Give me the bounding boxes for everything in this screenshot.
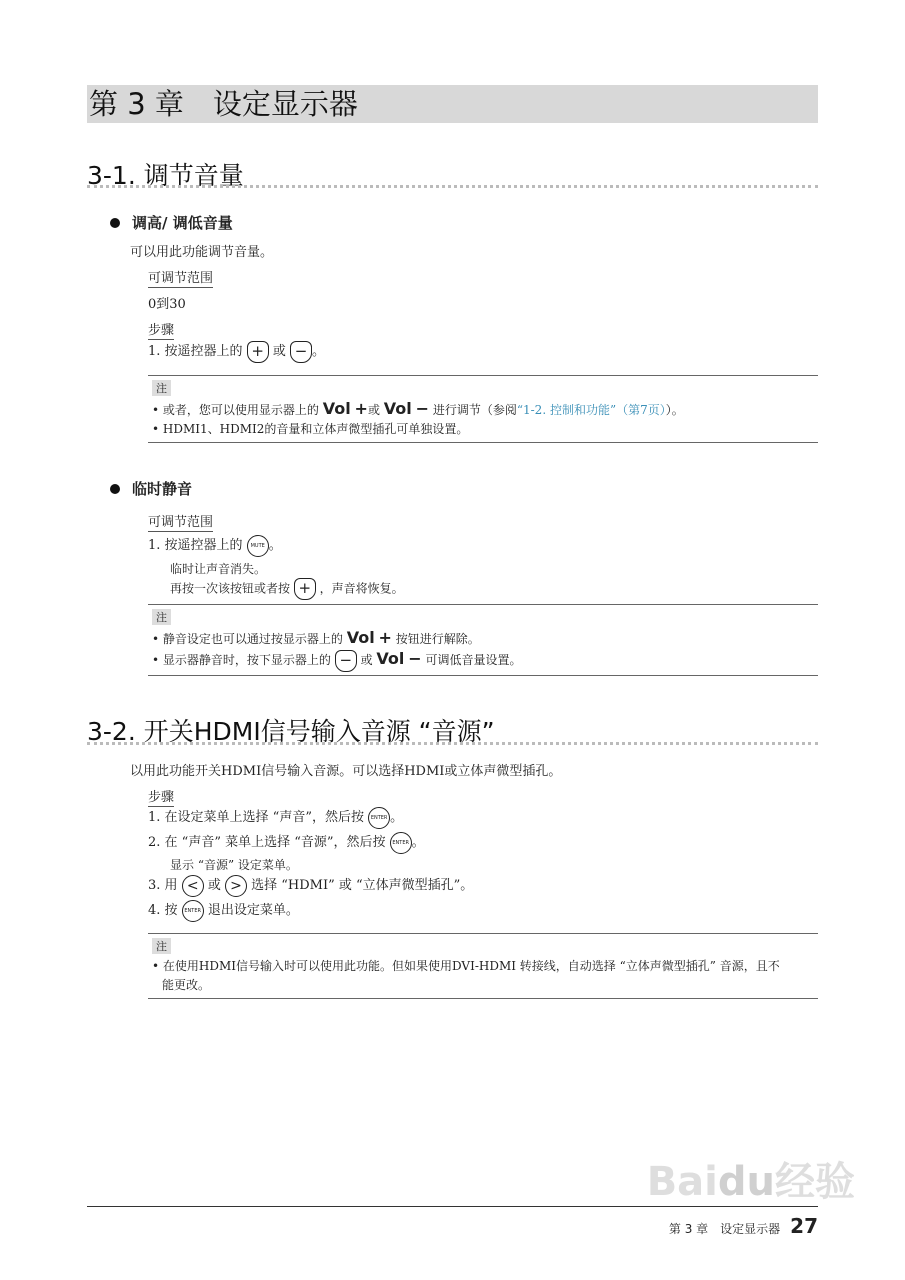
step-text: 或 — [272, 344, 286, 359]
step — [148, 899, 299, 922]
minus-icon: − — [408, 649, 422, 668]
note-box — [148, 375, 818, 443]
note-tag: 注 — [152, 938, 171, 954]
step — [148, 806, 403, 829]
t: 再按一次该按钮或者按 — [170, 581, 291, 596]
bullet-heading — [110, 212, 233, 233]
note-tag: 注 — [152, 609, 171, 625]
minus-key-icon: − — [335, 650, 357, 672]
t: 4. 按 — [148, 903, 178, 918]
chapter-title: 第 3 章 设定显示器 — [87, 85, 818, 123]
mute-button-icon: MUTE — [247, 535, 269, 557]
note-item: • HDMI1、HDMI2的音量和立体声微型插孔可单独设置。 — [152, 422, 469, 436]
divider — [87, 185, 818, 188]
footer-chapter: 第 3 章 设定显示器 — [668, 1222, 781, 1236]
enter-button-icon: ENTER — [182, 900, 204, 922]
subheading: 可调节范围 — [148, 511, 213, 532]
plus-key-icon: + — [247, 341, 269, 363]
bullet-heading — [110, 478, 192, 499]
minus-icon: − — [415, 399, 430, 418]
t: 1. 在设定菜单上选择 “声音”，然后按 — [148, 810, 364, 825]
plus-icon: + — [378, 628, 392, 647]
note-item — [148, 628, 818, 649]
note-box — [148, 604, 818, 676]
t: 按钮进行解除。 — [395, 632, 480, 646]
plus-key-icon: + — [294, 578, 316, 600]
step — [148, 874, 473, 897]
left-arrow-icon: < — [182, 875, 204, 897]
watermark-logo: Baidu经验 — [646, 1159, 855, 1205]
t: ，声音将恢复。 — [319, 581, 404, 596]
note-tag: 注 — [152, 380, 171, 396]
vol-label: Vol — [376, 649, 405, 668]
t: 。 — [268, 538, 282, 553]
t: • 显示器静音时，按下显示器上的 — [152, 653, 331, 667]
right-arrow-icon: > — [225, 875, 247, 897]
t: 选择 “HDMI” 或 “立体声微型插孔”。 — [251, 878, 474, 893]
section-title-3-1: 3-1. 调节音量 — [87, 161, 244, 190]
t: 。 — [411, 835, 425, 850]
reference-link[interactable]: “1-2. 控制和功能”（第7页） — [516, 403, 666, 417]
desc: 可以用此功能调节音量。 — [130, 245, 274, 260]
enter-button-icon: ENTER — [368, 807, 390, 829]
section-title-3-2: 3-2. 开关HDMI信号输入音源 “音源” — [87, 717, 495, 746]
plus-icon: + — [354, 399, 368, 418]
t: 2. 在 “声音” 菜单上选择 “音源”，然后按 — [148, 835, 386, 850]
t: 。 — [390, 810, 404, 825]
page-number: 27 — [790, 1214, 818, 1238]
t: 进行调节（参阅 — [432, 403, 517, 417]
step — [148, 340, 325, 363]
desc: 以用此功能开关HDMI信号输入音源。可以选择HDMI或立体声微型插孔。 — [130, 764, 562, 779]
minus-key-icon: − — [290, 341, 312, 363]
bullet-icon — [110, 218, 120, 228]
t: • 静音设定也可以通过按显示器上的 — [152, 632, 343, 646]
bullet-icon — [110, 484, 120, 494]
step — [148, 831, 425, 854]
subheading: 可调节范围 — [148, 267, 213, 288]
heading-text: 临时静音 — [132, 480, 193, 498]
note-item — [148, 649, 818, 672]
t: • 或者，您可以使用显示器上的 — [152, 403, 319, 417]
t: 或 — [367, 403, 380, 417]
t: 可调低音量设置。 — [425, 653, 522, 667]
vol-label: Vol — [383, 399, 412, 418]
note-item: • 在使用HDMI信号输入时可以使用此功能。但如果使用DVI-HDMI 转接线，自动选择 “立体声微型插孔” 音源，且不 — [152, 959, 780, 973]
step-text: 1. 按遥控器上的 — [148, 344, 243, 359]
t: 或 — [207, 878, 221, 893]
t: 退出设定菜单。 — [207, 903, 299, 918]
vol-label: Vol — [346, 628, 375, 647]
subheading: 步骤 — [148, 786, 174, 807]
t: 3. 用 — [148, 878, 178, 893]
footer — [669, 1214, 818, 1238]
t: 或 — [360, 653, 373, 667]
step-detail: 显示 “音源” 设定菜单。 — [170, 858, 298, 872]
note-item — [148, 399, 818, 420]
t: 1. 按遥控器上的 — [148, 538, 243, 553]
range-value: 0到30 — [148, 297, 186, 312]
t: ）。 — [665, 403, 684, 417]
note-box — [148, 933, 818, 999]
enter-button-icon: ENTER — [390, 832, 412, 854]
footer-divider — [87, 1206, 818, 1207]
step-detail: 临时让声音消失。 — [170, 562, 267, 576]
step — [148, 534, 282, 557]
step-detail — [170, 578, 404, 600]
step-text: 。 — [311, 344, 325, 359]
divider — [87, 742, 818, 745]
vol-label: Vol — [322, 399, 351, 418]
note-item: 能更改。 — [162, 978, 211, 992]
heading-text: 调高/ 调低音量 — [132, 214, 233, 232]
subheading: 步骤 — [148, 319, 174, 340]
